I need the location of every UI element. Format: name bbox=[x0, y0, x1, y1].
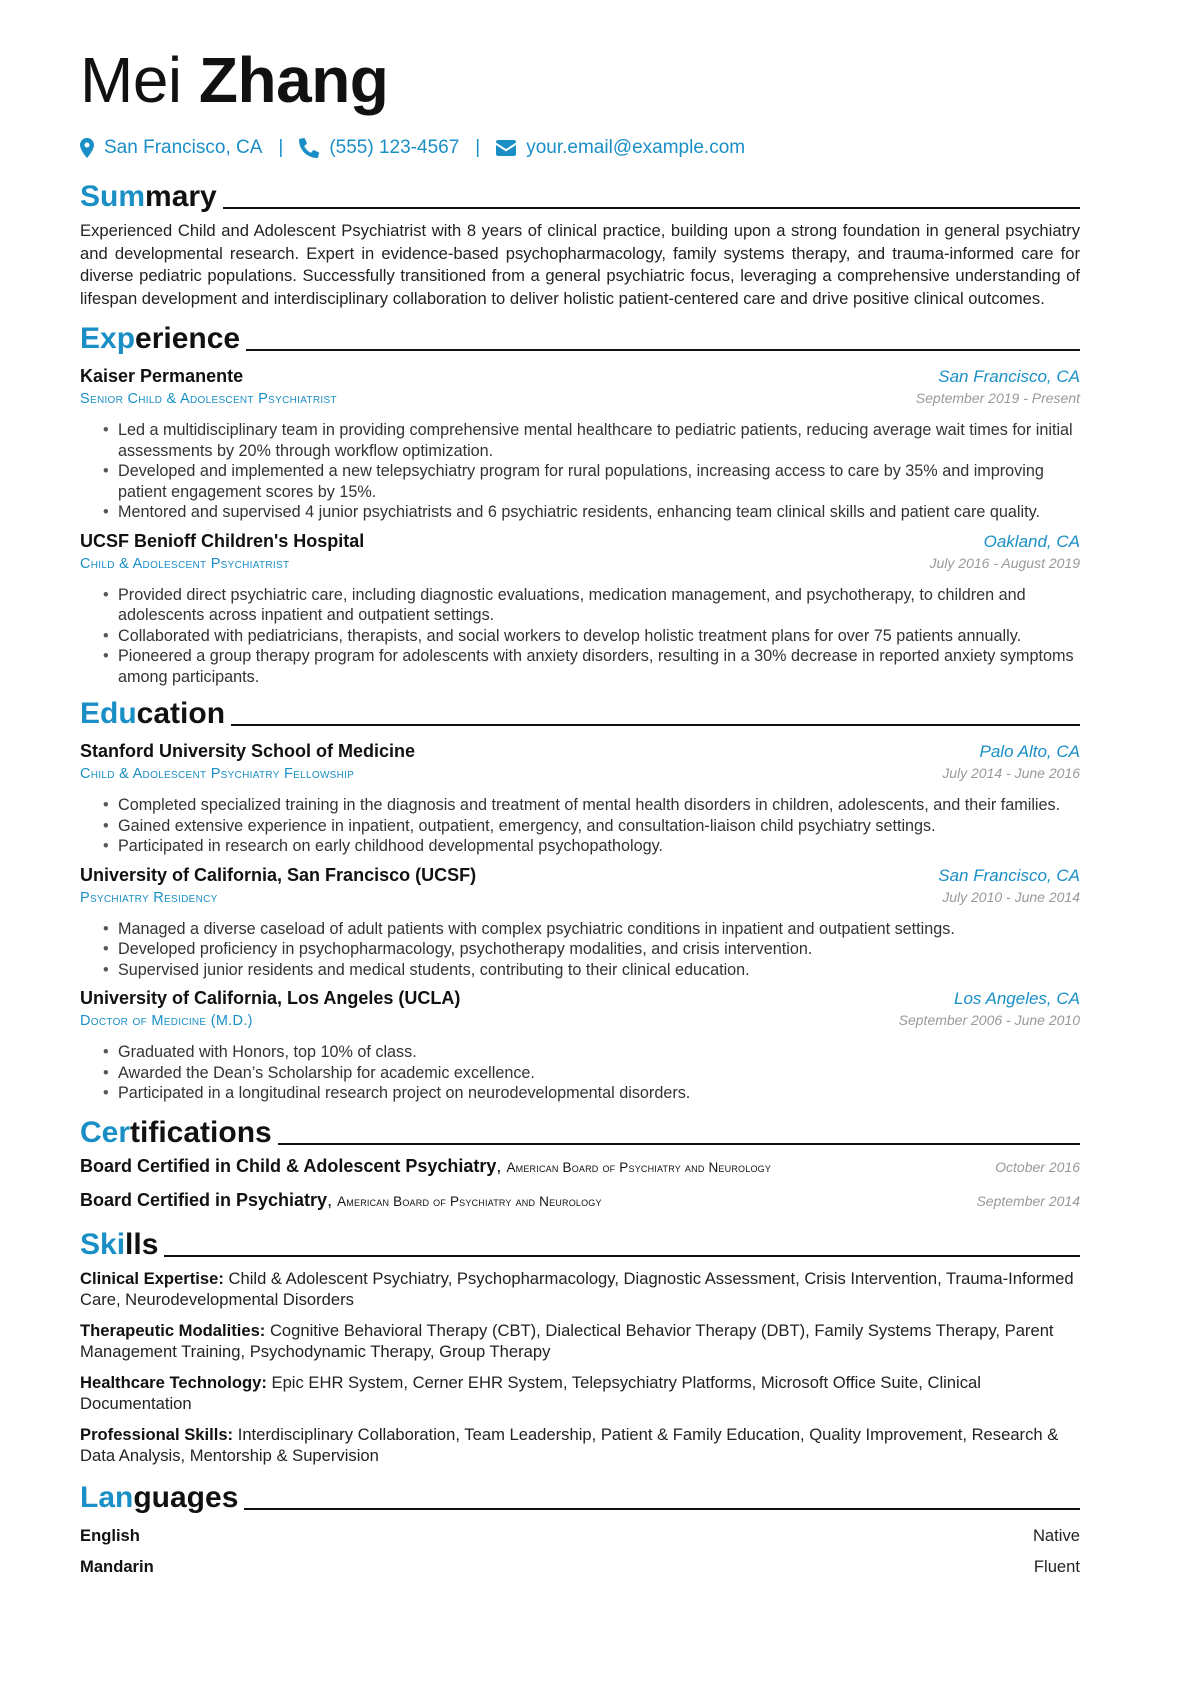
language-name: Mandarin bbox=[80, 1557, 154, 1577]
email-contact[interactable] bbox=[496, 137, 745, 159]
section-rule bbox=[246, 349, 1080, 351]
entry-dates: September 2019 - Present bbox=[915, 390, 1080, 407]
certification-list bbox=[80, 1156, 1080, 1224]
entry-location: Oakland, CA bbox=[983, 531, 1080, 551]
certification-row bbox=[80, 1156, 1080, 1190]
entry-subheader bbox=[80, 889, 1080, 911]
languages-section bbox=[80, 1477, 1080, 1583]
entry-header bbox=[80, 366, 1080, 390]
organization-name: UCSF Benioff Children's Hospital bbox=[80, 530, 365, 551]
certification-issuer: American Board of Psychiatry and Neurology bbox=[337, 1193, 602, 1209]
entry-subheader bbox=[80, 390, 1080, 412]
section-header bbox=[80, 1477, 1080, 1517]
skill-list bbox=[80, 1268, 1080, 1467]
certification-name: Board Certified in Child & Adolescent Psychiatry bbox=[80, 1155, 497, 1176]
bullet-item: • Collaborated with pediatricians, therapists, and social workers to develop holistic treatment plans for over 75 patients annually. bbox=[118, 626, 1080, 647]
language-level: Native bbox=[1032, 1526, 1080, 1546]
certification-name: Board Certified in Psychiatry bbox=[80, 1189, 328, 1210]
entry bbox=[80, 988, 1080, 1104]
section-rule bbox=[244, 1508, 1080, 1510]
language-list bbox=[80, 1521, 1080, 1583]
bullet-item: • Managed a diverse caseload of adult patients with complex psychiatric conditions in inpatient and outpatient settings. bbox=[118, 919, 1080, 940]
certifications-section bbox=[80, 1112, 1080, 1224]
certification-title bbox=[80, 1190, 602, 1211]
section-header bbox=[80, 1224, 1080, 1264]
skill-line bbox=[80, 1424, 1080, 1467]
bullet-item: • Developed and implemented a new telepsychiatry program for rural populations, increasing access to care by 35% and improving patient engagement scores by 15%. bbox=[118, 461, 1080, 502]
certification-title bbox=[80, 1156, 771, 1177]
bullet-item: • Developed proficiency in psychopharmacology, psychotherapy modalities, and crisis intervention. bbox=[118, 939, 1080, 960]
organization-name: Stanford University School of Medicine bbox=[80, 741, 416, 762]
skill-category: Therapeutic Modalities: bbox=[80, 1320, 266, 1340]
location-contact bbox=[80, 137, 262, 159]
bullet-item: • Led a multidisciplinary team in providing comprehensive mental healthcare to pediatric patients, reducing average wait times for initial assessments by 20% through workflow optimization. bbox=[118, 420, 1080, 461]
bullet-list bbox=[80, 585, 1080, 688]
entry-location: Palo Alto, CA bbox=[979, 742, 1080, 762]
entry-role: Child & Adolescent Psychiatry Fellowship bbox=[80, 766, 355, 783]
entry-role: Doctor of Medicine (M.D.) bbox=[80, 1013, 253, 1030]
entry-location: San Francisco, CA bbox=[938, 367, 1080, 387]
certification-date: October 2016 bbox=[995, 1158, 1080, 1175]
organization-name: University of California, San Francisco (UCSF) bbox=[80, 864, 477, 885]
bullet-list bbox=[80, 795, 1080, 857]
envelope-icon bbox=[496, 140, 516, 156]
certification-comma: , bbox=[496, 1155, 507, 1176]
section-rule bbox=[231, 724, 1080, 726]
entry-dates: September 2006 - June 2010 bbox=[898, 1012, 1080, 1029]
certification-issuer: American Board of Psychiatry and Neurology bbox=[506, 1159, 772, 1175]
section-title: Summary bbox=[80, 180, 217, 213]
email-text[interactable]: your.email@example.com bbox=[526, 137, 746, 158]
section-header bbox=[80, 693, 1080, 733]
section-title: Experience bbox=[80, 322, 241, 356]
skill-category: Healthcare Technology: bbox=[80, 1372, 267, 1392]
skill-values: Epic EHR System, Cerner EHR System, Telepsychiatry Platforms, Microsoft Office Suite, Clinical Documentation bbox=[80, 1372, 981, 1414]
candidate-name bbox=[80, 42, 1080, 118]
bullet-item: • Completed specialized training in the diagnosis and treatment of mental health disorders in children, adolescents, and their families. bbox=[118, 795, 1080, 816]
skill-category: Clinical Expertise: bbox=[80, 1268, 224, 1288]
entry-dates: July 2014 - June 2016 bbox=[942, 765, 1080, 782]
bullet-item: • Participated in a longitudinal research project on neurodevelopmental disorders. bbox=[118, 1083, 1080, 1104]
bullet-item: • Pioneered a group therapy program for adolescents with anxiety disorders, resulting in a 30% decrease in reported anxiety symptoms among participants. bbox=[118, 646, 1080, 687]
section-rule bbox=[164, 1255, 1080, 1257]
entry-dates: July 2010 - June 2014 bbox=[942, 888, 1080, 905]
language-name: English bbox=[80, 1526, 140, 1546]
bullet-item: • Mentored and supervised 4 junior psychiatrists and 6 psychiatric residents, enhancing team clinical skills and patient care quality. bbox=[118, 502, 1080, 523]
entry bbox=[80, 366, 1080, 523]
skill-values: Cognitive Behavioral Therapy (CBT), Dialectical Behavior Therapy (DBT), Family Systems Therapy, Parent Management Training, Psychodynamic Therapy, Group Therapy bbox=[80, 1320, 1054, 1362]
entry bbox=[80, 865, 1080, 981]
section-title: Skills bbox=[80, 1227, 159, 1261]
language-level: Fluent bbox=[1033, 1557, 1080, 1577]
entry bbox=[80, 531, 1080, 688]
skill-line bbox=[80, 1320, 1080, 1363]
organization-name: University of California, Los Angeles (UCLA) bbox=[80, 988, 461, 1009]
bullet-list bbox=[80, 919, 1080, 981]
bullet-item: • Provided direct psychiatric care, including diagnostic evaluations, medication management, and psychotherapy, to children and adolescents across inpatient and outpatient settings. bbox=[118, 585, 1080, 626]
skill-values: Child & Adolescent Psychiatry, Psychopharmacology, Diagnostic Assessment, Crisis Intervention, Trauma-Informed Care, Neurodevelopmental Disorders bbox=[80, 1268, 1074, 1310]
contact-separator: | bbox=[475, 137, 481, 158]
last-name: Zhang bbox=[198, 44, 389, 116]
entry-location: Los Angeles, CA bbox=[954, 989, 1080, 1009]
entry-role: Psychiatry Residency bbox=[80, 889, 218, 906]
language-row bbox=[80, 1552, 1080, 1583]
experience-entries bbox=[80, 366, 1080, 687]
location-text: San Francisco, CA bbox=[104, 137, 263, 158]
contact-separator: | bbox=[278, 137, 284, 158]
entry-role: Child & Adolescent Psychiatrist bbox=[80, 555, 290, 572]
entry-header bbox=[80, 865, 1080, 889]
section-title: Certifications bbox=[80, 1115, 272, 1149]
phone-contact[interactable] bbox=[299, 137, 459, 159]
entry-location: San Francisco, CA bbox=[938, 865, 1080, 885]
entry-subheader bbox=[80, 765, 1080, 787]
entry-dates: July 2016 - August 2019 bbox=[929, 554, 1080, 571]
bullet-item: • Gained extensive experience in inpatient, outpatient, emergency, and consultation-liaison child psychiatry settings. bbox=[118, 816, 1080, 837]
contact-line bbox=[80, 136, 1080, 160]
bullet-item: • Awarded the Dean’s Scholarship for academic excellence. bbox=[118, 1063, 1080, 1084]
bullet-item: • Supervised junior residents and medical students, contributing to their clinical education. bbox=[118, 960, 1080, 981]
section-title: Languages bbox=[80, 1480, 239, 1514]
entry-role: Senior Child & Adolescent Psychiatrist bbox=[80, 391, 337, 408]
phone-icon bbox=[299, 138, 319, 158]
education-section bbox=[80, 693, 1080, 1104]
skill-category: Professional Skills: bbox=[80, 1424, 234, 1444]
first-name: Mei bbox=[80, 44, 182, 116]
entry-subheader bbox=[80, 1012, 1080, 1034]
entry bbox=[80, 741, 1080, 857]
certification-date: September 2014 bbox=[976, 1192, 1080, 1209]
entry-header bbox=[80, 531, 1080, 555]
entry-header bbox=[80, 988, 1080, 1012]
map-pin-icon bbox=[80, 138, 94, 158]
section-header bbox=[80, 176, 1080, 216]
skill-line bbox=[80, 1268, 1080, 1311]
experience-section bbox=[80, 318, 1080, 687]
education-entries bbox=[80, 741, 1080, 1104]
bullet-item: • Participated in research on early childhood developmental psychopathology. bbox=[118, 836, 1080, 857]
entry-header bbox=[80, 741, 1080, 765]
section-header bbox=[80, 318, 1080, 358]
language-row bbox=[80, 1521, 1080, 1552]
organization-name: Kaiser Permanente bbox=[80, 366, 244, 387]
skill-line bbox=[80, 1372, 1080, 1415]
certification-row bbox=[80, 1190, 1080, 1224]
skills-section bbox=[80, 1224, 1080, 1467]
bullet-list bbox=[80, 420, 1080, 523]
section-header bbox=[80, 1112, 1080, 1152]
phone-text[interactable]: (555) 123-4567 bbox=[329, 137, 460, 158]
entry-subheader bbox=[80, 555, 1080, 577]
section-rule bbox=[223, 207, 1080, 209]
skill-values: Interdisciplinary Collaboration, Team Leadership, Patient & Family Education, Quality Improvement, Research & Data Analysis, Mentorship & Supervision bbox=[80, 1424, 1059, 1466]
summary-text: Experienced Child and Adolescent Psychiatrist with 8 years of clinical practice, building upon a strong foundation in general psychiatry and developmental research. Expert in evidence-based psychopharmacology, family systems therapy, and trauma-informed care for diverse pediatric populations. Successfully transitioned from a general psychiatric focus, leveraging a comprehensive understanding of lifespan development and interdisciplinary collaboration to deliver holistic patient-centered care and drive positive clinical outcomes. bbox=[80, 221, 1080, 308]
summary-section bbox=[80, 176, 1080, 310]
bullet-list bbox=[80, 1042, 1080, 1104]
section-rule bbox=[278, 1143, 1080, 1145]
certification-comma: , bbox=[327, 1189, 338, 1210]
bullet-item: • Graduated with Honors, top 10% of class. bbox=[118, 1042, 1080, 1063]
section-title: Education bbox=[80, 697, 226, 731]
